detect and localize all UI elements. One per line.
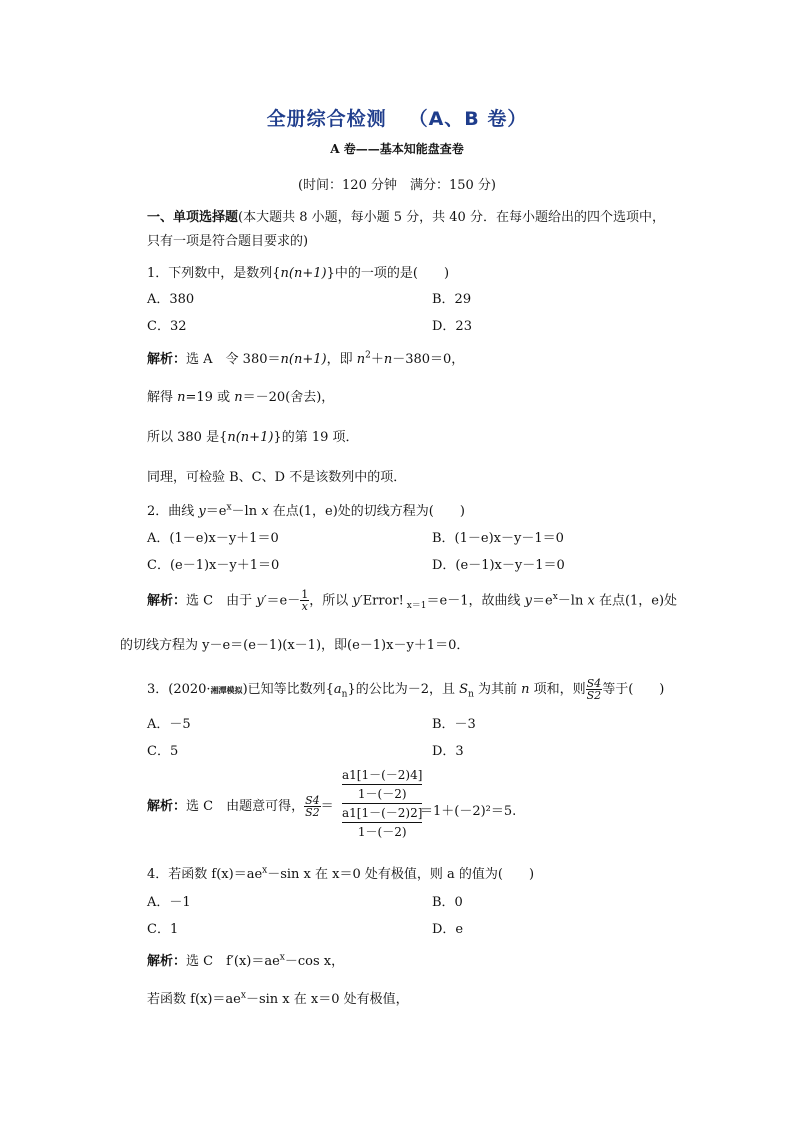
q2-solution-line1: 解析：选 C 由于 y′＝e－ $\frac{1}{x}$ ，所以 y′Error! $_{x=1}$＝e－1，故曲线 $y=e^x-\ln$ x 在点(1，e)处 [147, 588, 678, 614]
q4-solution-line2: 若函数 $f(x)=ae^x-\sin$ x 在 x＝0 处有极值， [147, 990, 409, 1007]
fraction-one-over-x: $\frac{1}{x}$ [301, 588, 309, 614]
q4-option-b: B．0 [432, 895, 463, 910]
q4-option-a: A．－1 [147, 895, 191, 910]
question-3-stem: 3．(2020·湘潭模拟)已知等比数列$\{a_n\}$的公比为－2，且 $S_n$ 为其前 n 项和，则 $\frac{S4}{S2}$ 等于( ) [147, 677, 665, 702]
q1-solution-line2: 解得 n=19 或 n＝－20(舍去)， [147, 390, 335, 405]
title-tag: （A、B 卷） [408, 108, 528, 130]
q2-solution-line2: 的切线方程为 y－e＝(e－1)(x－1)，即(e－1)x－y＋1＝0． [120, 638, 470, 653]
q1-option-d: D．23 [432, 319, 472, 334]
q2-option-c: C．(e－1)x－y＋1＝0 [147, 558, 280, 573]
section-description: (本大题共 8 小题，每小题 5 分，共 40 分．在每小题给出的四个选项中，只有一项是符合题目要求的) [147, 210, 665, 249]
section-title: 一、单项选择题 [147, 210, 239, 225]
time-info: (时间：120 分钟 满分：150 分) [297, 178, 497, 193]
title-main: 全册综合检测 [266, 108, 387, 130]
q4-solution-line1: 解析：选 C $f'(x)=ae^x-\cos$ x， [147, 952, 345, 969]
q2-option-b: B．(1－e)x－y－1＝0 [432, 531, 564, 546]
question-4-stem: 4．若函数 $f(x)=ae^x-\sin$ x 在 x＝0 处有极值，则 a 的值为( ) [147, 865, 535, 882]
q3-option-b: B．－3 [432, 717, 476, 732]
q1-option-a: A．380 [147, 292, 195, 307]
q1-solution-line1: 解析：选 A 令 380＝n(n+1)，即 $n^2+n-380=0$， [147, 350, 465, 367]
question-2-stem: 2．曲线 $y=e^x-\ln$ x 在点(1，e)处的切线方程为( ) [147, 502, 465, 519]
q1-solution-line3: 所以 380 是{n(n+1)}的第 19 项． [147, 430, 359, 445]
page-title [0, 104, 794, 131]
q2-option-d: D．(e－1)x－y－1＝0 [432, 558, 565, 573]
q3-option-a: A．－5 [147, 717, 191, 732]
compound-fraction: a1[1－(－2)4] 1－(－2) a1[1－(－2)2] 1－(－2) [342, 768, 423, 839]
q2-option-a: A．(1－e)x－y＋1＝0 [147, 531, 279, 546]
q1-option-b: B．29 [432, 292, 472, 307]
q3-option-d: D．3 [432, 744, 464, 759]
fraction-s4-over-s2: $\frac{S4}{S2}$ [586, 677, 602, 702]
fraction-s4-over-s2-solution: $\frac{S4}{S2}$ [305, 794, 320, 819]
section-heading [147, 206, 677, 254]
q4-option-d: D．e [432, 922, 464, 937]
subtitle: A 卷——基本知能盘查卷 [330, 142, 464, 156]
q4-option-c: C．1 [147, 922, 179, 937]
q3-solution: 解析：选 C 由题意可得， $\frac{S4}{S2}$ ＝ [147, 794, 334, 819]
q1-option-c: C．32 [147, 319, 187, 334]
question-1-stem: 1．下列数中，是数列{n(n+1)}中的一项的是( ) [147, 266, 450, 281]
q1-solution-line4: 同理，可检验 B、C、D 不是该数列中的项． [147, 470, 407, 485]
q3-option-c: C．5 [147, 744, 179, 759]
q3-solution-result: ＝1＋(－2)²＝5. [420, 804, 517, 819]
